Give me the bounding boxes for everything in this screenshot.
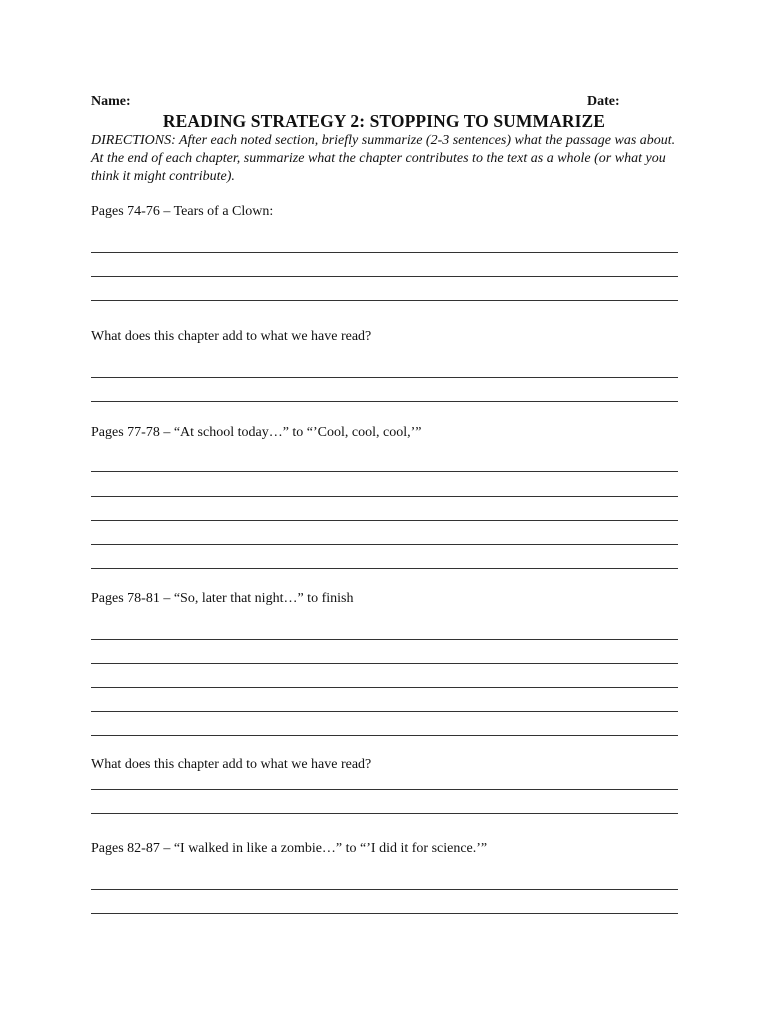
answer-line[interactable]	[91, 496, 678, 497]
answer-line[interactable]	[91, 913, 678, 914]
page-title: READING STRATEGY 2: STOPPING TO SUMMARIZE	[162, 111, 606, 131]
answer-line[interactable]	[91, 711, 678, 712]
answer-line[interactable]	[91, 789, 678, 790]
answer-line[interactable]	[91, 639, 678, 640]
section-prompt-pages-82-87: Pages 82-87 – “I walked in like a zombie…” to “’I did it for science.’”	[91, 841, 488, 856]
answer-line[interactable]	[91, 687, 678, 688]
answer-line[interactable]	[91, 544, 678, 545]
answer-line[interactable]	[91, 663, 678, 664]
answer-line[interactable]	[91, 520, 678, 521]
answer-line[interactable]	[91, 252, 678, 253]
answer-line[interactable]	[91, 813, 678, 814]
answer-line[interactable]	[91, 735, 678, 736]
answer-line[interactable]	[91, 471, 678, 472]
section-prompt-pages-77-78: Pages 77-78 – “At school today…” to “’Cool, cool, cool,’”	[91, 425, 422, 440]
section-prompt-pages-78-81: Pages 78-81 – “So, later that night…” to finish	[91, 591, 354, 606]
section-prompt-pages-74-76: Pages 74-76 – Tears of a Clown:	[91, 204, 274, 219]
answer-line[interactable]	[91, 276, 678, 277]
answer-line[interactable]	[91, 300, 678, 301]
section-prompt-chapter-add-2: What does this chapter add to what we have read?	[91, 757, 372, 772]
answer-line[interactable]	[91, 377, 678, 378]
answer-line[interactable]	[91, 568, 678, 569]
date-label: Date:	[587, 94, 620, 109]
section-prompt-chapter-add-1: What does this chapter add to what we have read?	[91, 329, 372, 344]
directions-text: DIRECTIONS: After each noted section, briefly summarize (2-3 sentences) what the passage was about. At the end of each chapter, summarize what the chapter contributes to the text as a whole (or what you think it might contribute).	[91, 133, 676, 184]
name-label: Name:	[91, 94, 131, 109]
answer-line[interactable]	[91, 889, 678, 890]
answer-line[interactable]	[91, 401, 678, 402]
